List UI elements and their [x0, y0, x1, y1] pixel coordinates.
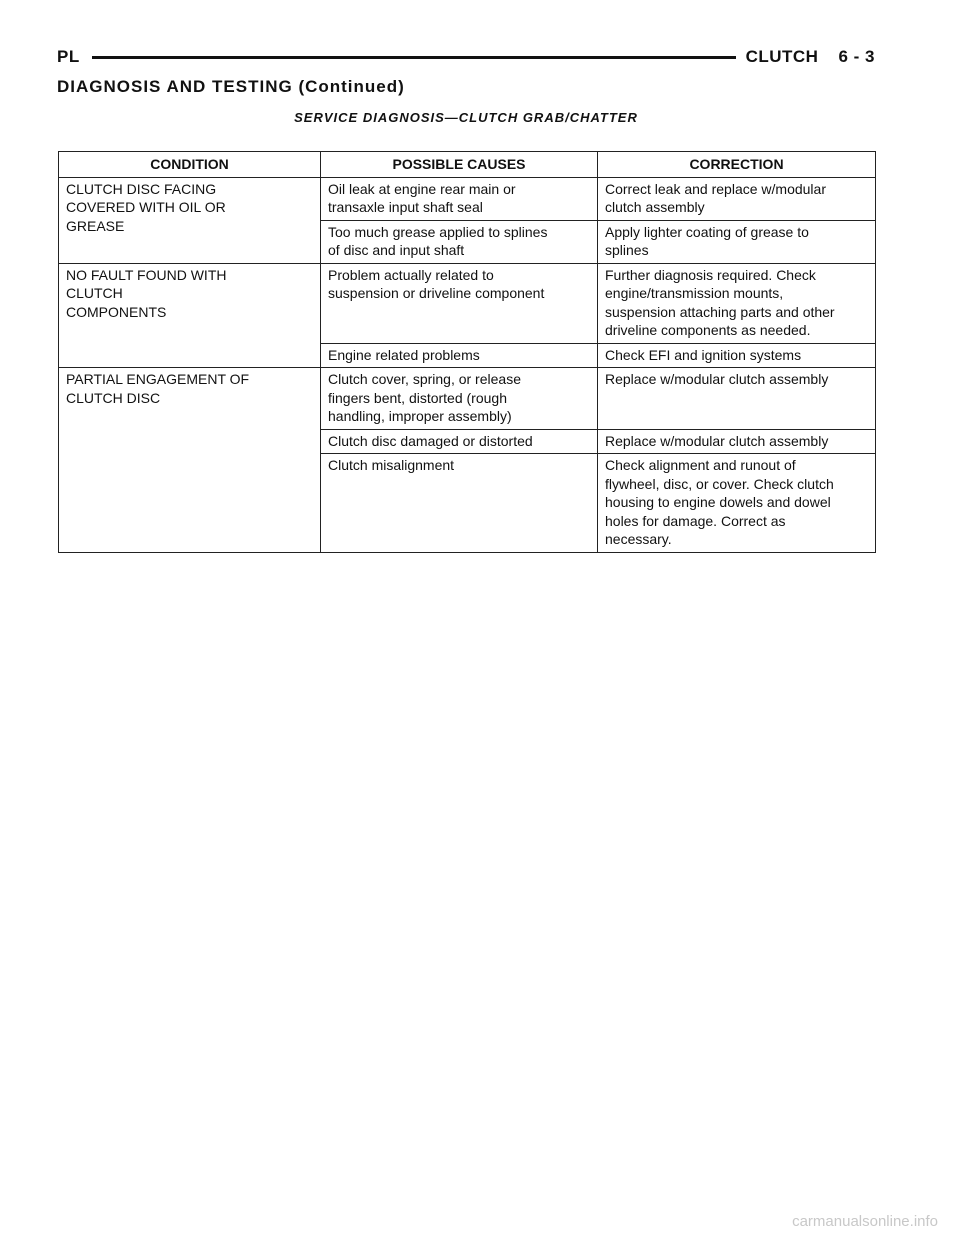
diagnosis-table: [58, 151, 876, 553]
column-header-possible-causes: POSSIBLE CAUSES: [321, 152, 598, 178]
table-row: [59, 263, 876, 343]
possible-cause-cell: Too much grease applied to splines of disc and input shaft: [321, 220, 598, 263]
possible-cause-cell: Clutch misalignment: [321, 454, 598, 553]
correction-cell: Correct leak and replace w/modular clutch assembly: [598, 177, 876, 220]
header-rule: [92, 56, 736, 59]
condition-cell: NO FAULT FOUND WITH CLUTCH COMPONENTS: [59, 263, 321, 368]
table-row: [59, 177, 876, 220]
possible-cause-cell: Clutch disc damaged or distorted: [321, 429, 598, 454]
possible-cause-cell: Clutch cover, spring, or release fingers bent, distorted (rough handling, improper assembly): [321, 368, 598, 430]
correction-cell: Replace w/modular clutch assembly: [598, 368, 876, 430]
column-header-correction: CORRECTION: [598, 152, 876, 178]
header-vehicle-code: PL: [57, 47, 80, 66]
condition-cell: CLUTCH DISC FACING COVERED WITH OIL OR GREASE: [59, 177, 321, 263]
page-header: [57, 44, 875, 70]
column-header-condition: CONDITION: [59, 152, 321, 178]
header-page-number: 6 - 3: [838, 47, 875, 66]
table-header-row: [59, 152, 876, 178]
possible-cause-cell: Oil leak at engine rear main or transaxle input shaft seal: [321, 177, 598, 220]
correction-cell: Check alignment and runout of flywheel, disc, or cover. Check clutch housing to engine dowels and dowel holes for damage. Correct as necessary.: [598, 454, 876, 553]
table-row: [59, 368, 876, 430]
correction-cell: Apply lighter coating of grease to splines: [598, 220, 876, 263]
possible-cause-cell: Engine related problems: [321, 343, 598, 368]
possible-cause-cell: Problem actually related to suspension or driveline component: [321, 263, 598, 343]
correction-cell: Further diagnosis required. Check engine/transmission mounts, suspension attaching parts and other driveline components as needed.: [598, 263, 876, 343]
correction-cell: Replace w/modular clutch assembly: [598, 429, 876, 454]
header-section-name: CLUTCH: [745, 47, 819, 66]
section-title: DIAGNOSIS AND TESTING (Continued): [57, 77, 405, 96]
watermark: carmanualsonline.info: [792, 1213, 938, 1230]
correction-cell: Check EFI and ignition systems: [598, 343, 876, 368]
condition-cell: PARTIAL ENGAGEMENT OF CLUTCH DISC: [59, 368, 321, 553]
table-body: [59, 177, 876, 552]
table-title: SERVICE DIAGNOSIS—CLUTCH GRAB/CHATTER: [294, 110, 638, 125]
